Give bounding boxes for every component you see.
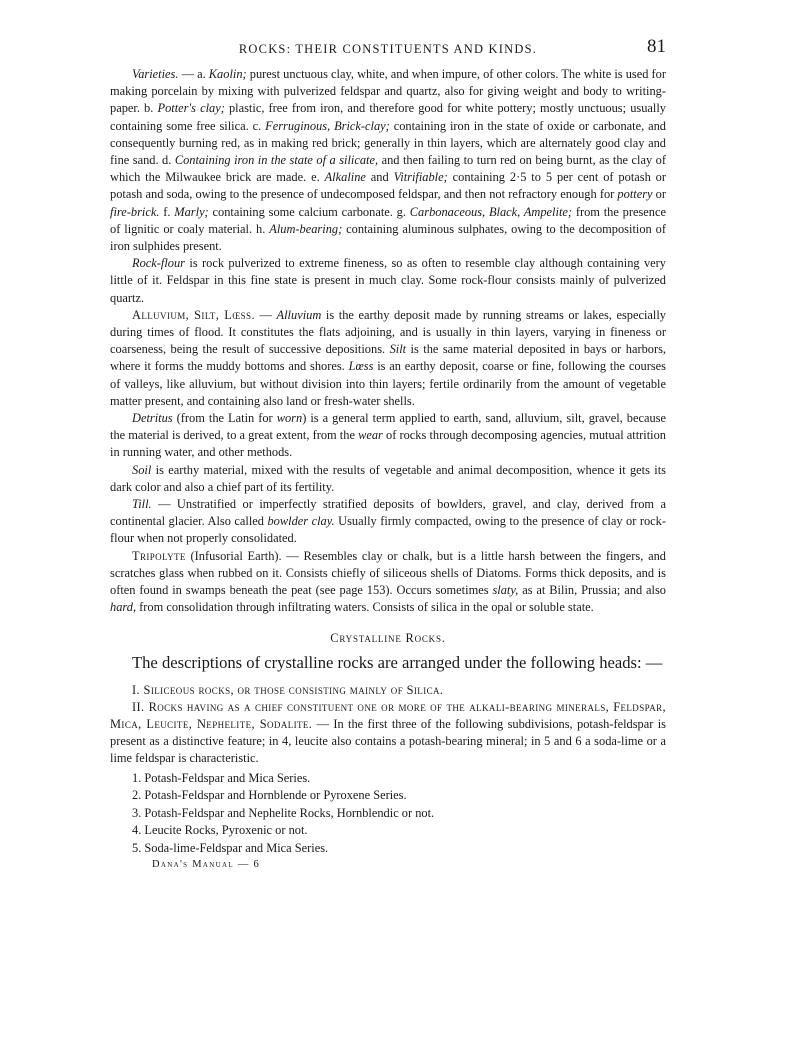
- list-item: 4. Leucite Rocks, Pyroxenic or not.: [132, 823, 308, 838]
- varieties-label: Varieties.: [132, 67, 179, 81]
- page-header: [110, 36, 666, 66]
- page-number: 81: [647, 36, 666, 57]
- rock-flour-paragraph: Rock-flour is rock pulverized to extreme fineness, so as often to resemble clay although containing very little of it. Feldspar in this fine state is present in much clay. Some rock-flour consists mainly of pulverized quartz.: [110, 256, 666, 305]
- alluvium-paragraph: Alluvium, Silt, Lœss. — Alluvium is the earthy deposit made by running streams or lakes, especially during times of flood. It constitutes the flats adjoining, and is usually in thin layers, varying in fineness or coarseness, being the result of successive depositions. Silt is the same material deposited in bays or harbors, where it forms the muddy bottoms and shores. Lœss is an earthy deposit, coarse or fine, following the courses of valleys, like alluvium, but without division into thin layers; fertile ordinarily from the amount of vegetable matter present, and containing also land or fresh-water shells.: [110, 307, 667, 408]
- section-title-crystalline: Crystalline Rocks.: [330, 630, 446, 645]
- head-siliceous: I. Siliceous rocks, or those consisting mainly of Silica.: [132, 682, 444, 697]
- running-head: ROCKS: THEIR CONSTITUENTS AND KINDS.: [238, 42, 538, 56]
- list-item: 2. Potash-Feldspar and Hornblende or Pyroxene Series.: [132, 788, 407, 803]
- alluvium-heading: Alluvium, Silt, Lœss.: [132, 307, 255, 322]
- soil-paragraph: Soil is earthy material, mixed with the results of vegetable and animal decomposition, whence it gets its dark color and also a chief part of its fertility.: [110, 462, 666, 494]
- series-list: [110, 770, 666, 858]
- tripolyte-paragraph: Tripolyte (Infusorial Earth). — Resembles clay or chalk, but is a little harsh between the fingers, and scratches glass when rubbed on it. Consists chiefly of siliceous shells of Diatoms. Forms thick deposits, and is often found in swamps beneath the peat (see page 153). Occurs sometimes slaty, as at Bilin, Prussia; and also hard, from consolidation through infiltrating waters. Consists of silica in the opal or soluble state.: [110, 548, 667, 615]
- crystalline-intro: The descriptions of crystalline rocks are arranged under the following heads: —: [132, 652, 663, 672]
- till-paragraph: Till. — Unstratified or imperfectly stratified deposits of bowlders, gravel, and clay, derived from a continental glacier. Also called bowlder clay. Usually firmly compacted, owing to the presence of clay or rock-flour when not properly consolidated.: [110, 497, 666, 546]
- signature-mark: Dana's Manual — 6: [152, 859, 261, 871]
- head-alkali: II. Rocks having as a chief constituent one or more of the alkali-bearing minerals, Feldspar, Mica, Leucite, Nephelite, Sodalite. — In the first three of the following subdivisions, potash-feldspar is present as a distinctive feature; in 4, leucite also contains a potash-bearing mineral; in 5 and 6 a soda-lime or a lime feldspar is characteristic.: [110, 699, 666, 766]
- list-item: 1. Potash-Feldspar and Mica Series.: [132, 770, 311, 785]
- page: [110, 36, 666, 870]
- list-item: 5. Soda-lime-Feldspar and Mica Series.: [132, 840, 329, 855]
- list-item: 3. Potash-Feldspar and Nephelite Rocks, Hornblendic or not.: [132, 805, 435, 820]
- detritus-paragraph: Detritus (from the Latin for worn) is a general term applied to earth, sand, alluvium, silt, gravel, because the material is derived, to a great extent, from the wear of rocks through decomposing agencies, mutual attrition in running water, and other methods.: [110, 411, 667, 460]
- varieties-paragraph: Varieties. — a. Kaolin; purest unctuous clay, white, and when impure, of other colors. The white is used for making porcelain by mixing with pulverized feldspar and quartz, also for giving weight and body to writing-paper. b. Potter's clay; plastic, free from iron, and therefore good for white pottery; mostly unctuous; usually containing some free silica. c. Ferruginous, Brick-clay; containing iron in the state of oxide or carbonate, and consequently burning red, as in making red brick; generally in thin layers, which are alternately good clay and fine sand. d. Containing iron in the state of a silicate, and then failing to turn red on being burnt, as the clay of which the Milwaukee brick are made. e. Alkaline and Vitrifiable; containing 2·5 to 5 per cent of potash or potash and soda, owing to the presence of undecomposed feldspar, and then not refractory enough for pottery or fire-brick. f. Marly; containing some calcium carbonate. g. Carbonaceous, Black, Ampelite; from the presence of lignitic or coaly material. h. Alum-bearing; containing aluminous sulphates, owing to the decomposition of iron sulphides present.: [110, 67, 667, 254]
